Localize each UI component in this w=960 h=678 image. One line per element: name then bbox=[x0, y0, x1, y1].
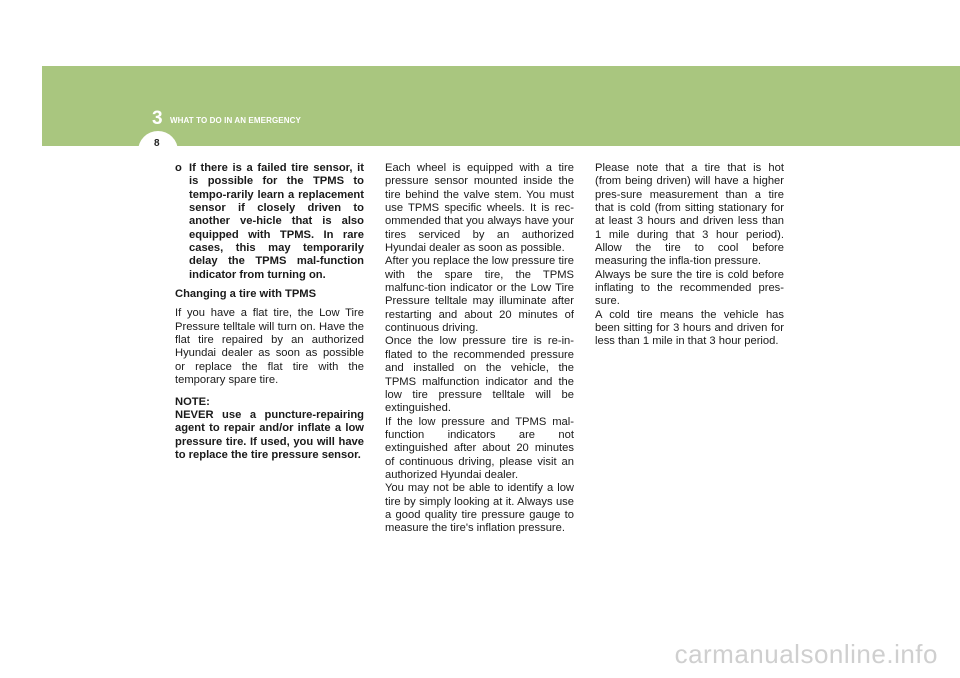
column-1 bbox=[175, 162, 364, 462]
paragraph-hot-tire: Please note that a tire that is hot (from being driven) will have a higher pres-sure measurement than a tire that is cold (from sitting stationary for at least 3 hours and driven less than 1 mile during that 3 hour period). Allow the tire to cool before measuring the infla-tion pressure. bbox=[595, 162, 784, 268]
note-text: NEVER use a puncture-repairing agent to repair and/or inflate a low pressure tire. If used, you will have to replace the tire pressure sensor. bbox=[175, 408, 364, 461]
bullet-icon: o bbox=[175, 162, 182, 174]
page-number: 8 bbox=[154, 138, 160, 149]
column-3 bbox=[595, 162, 784, 349]
bullet-item bbox=[175, 162, 364, 282]
paragraph-dealer: If the low pressure and TPMS mal-function indicators are not extinguished after about 20 minutes of continuous driving, please visit an authorized Hyundai dealer. bbox=[385, 415, 574, 481]
chapter-number: 3 bbox=[152, 108, 163, 129]
paragraph-reinflate: Once the low pressure tire is re-in-flated to the recommended pressure and installed on the vehicle, the TPMS malfunction indicator and the low tire pressure telltale will be extinguished. bbox=[385, 335, 574, 415]
section-heading: Changing a tire with TPMS bbox=[175, 288, 317, 301]
chapter-title: WHAT TO DO IN AN EMERGENCY bbox=[170, 116, 301, 125]
column-2 bbox=[385, 162, 574, 536]
note-label: NOTE: bbox=[175, 395, 210, 408]
paragraph-flat-tire: If you have a flat tire, the Low Tire Pressure telltale will turn on. Have the flat tire repaired by an authorized Hyundai dealer as soon as possible or replace the flat tire with the temporary spare tire. bbox=[175, 307, 364, 387]
paragraph-gauge: You may not be able to identify a low tire by simply looking at it. Always use a good quality tire pressure gauge to measure the tire's inflation pressure. bbox=[385, 482, 574, 535]
paragraph-cold-before: Always be sure the tire is cold before inflating to the recommended pres-sure. bbox=[595, 268, 784, 308]
paragraph-spare-tire: After you replace the low pressure tire with the spare tire, the TPMS malfunc-tion indicator or the Low Tire Pressure telltale may illuminate after restarting and about 20 minutes of continuous driving. bbox=[385, 255, 574, 335]
watermark: carmanualsonline.info bbox=[674, 639, 938, 669]
header-band bbox=[42, 66, 960, 146]
bullet-text: If there is a failed tire sensor, it is possible for the TPMS to tempo-rarily learn a replacement sensor if closely driven to another ve-hicle that is also equipped with TPMS. In rare cases, this may temporarily delay the TPMS mal-function indicator from turning on. bbox=[189, 162, 364, 281]
paragraph-cold-definition: A cold tire means the vehicle has been sitting for 3 hours and driven for less than 1 mile in that 3 hour period. bbox=[595, 308, 784, 348]
paragraph-sensor: Each wheel is equipped with a tire pressure sensor mounted inside the tire behind the valve stem. You must use TPMS specific wheels. It is rec-ommended that you always have your tires serviced by an authorized Hyundai dealer as soon as possible. bbox=[385, 162, 574, 255]
